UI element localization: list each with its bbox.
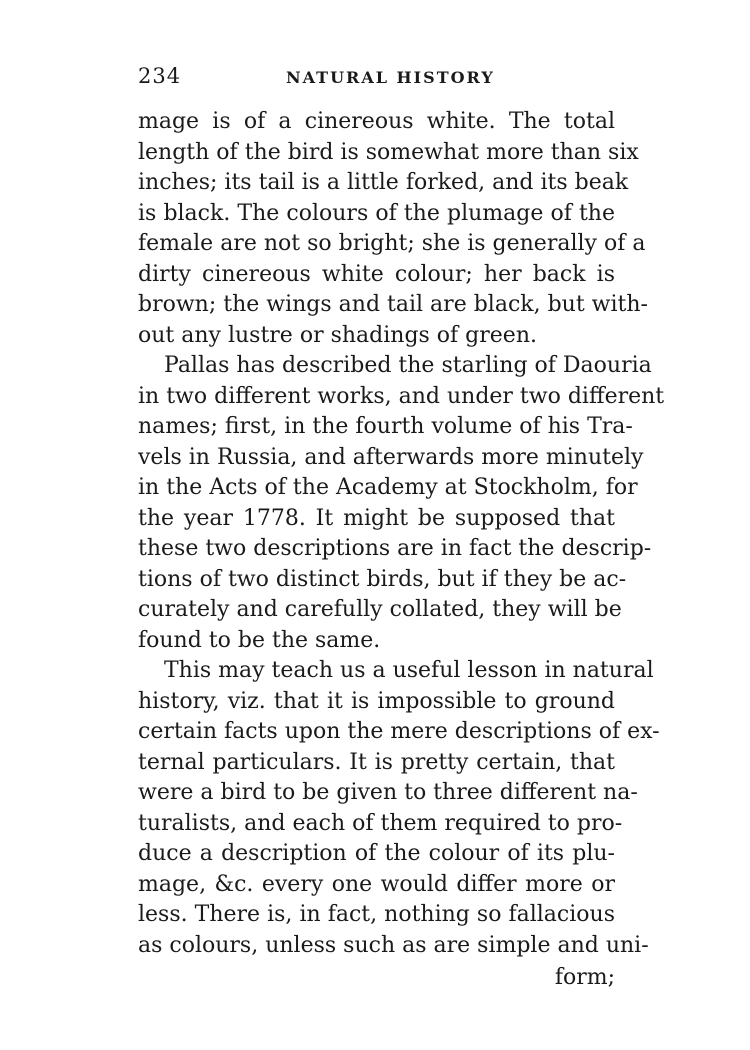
- running-head: [138, 64, 618, 94]
- text-line: mage, &c. every one would differ more or: [138, 871, 615, 897]
- text-line: mage is of a cinereous white. The total: [138, 109, 615, 134]
- text-line: female are not so bright; she is generally of a: [138, 231, 646, 256]
- body-text: [138, 107, 665, 994]
- text-line: tions of two distinct birds, but if they be ac-: [138, 566, 627, 592]
- text-line: ternal particulars. It is pretty certain, that: [138, 749, 615, 775]
- paragraph-2: [138, 351, 665, 656]
- text-line: dirty cinereous white colour; her back is: [138, 261, 615, 287]
- text-line: out any lustre or shadings of green.: [138, 322, 537, 348]
- text-line: these two descriptions are in fact the descrip-: [138, 536, 652, 561]
- text-line: duce a description of the colour of its plu-: [138, 841, 615, 866]
- text-line: found to be the same.: [138, 627, 381, 653]
- text-line: in two different works, and under two different: [138, 383, 665, 409]
- text-line: names; first, in the fourth volume of his Tra-: [138, 414, 633, 439]
- text-line: Pallas has described the starling of Daouria: [164, 353, 652, 378]
- text-line: less. There is, in fact, nothing so fallacious: [138, 902, 615, 927]
- text-line: history, viz. that it is impossible to ground: [138, 688, 615, 714]
- running-title: NATURAL HISTORY: [286, 68, 495, 87]
- page-number: 234: [138, 64, 182, 88]
- text-line: vels in Russia, and afterwards more minutely: [138, 444, 644, 470]
- text-line: certain facts upon the mere descriptions of ex-: [138, 719, 660, 744]
- text-line: This may teach us a useful lesson in natural: [164, 658, 654, 683]
- catchword: form;: [554, 965, 615, 990]
- text-line: brown; the wings and tail are black, but with-: [138, 292, 648, 317]
- text-line: inches; its tail is a little forked, and its beak: [138, 170, 629, 195]
- text-line: as colours, unless such as are simple and uni-: [138, 932, 649, 958]
- text-line: is black. The colours of the plumage of the: [138, 200, 615, 226]
- text-line: curately and carefully collated, they will be: [138, 597, 622, 622]
- paragraph-1: [138, 107, 648, 351]
- text-line: length of the bird is somewhat more than six: [138, 139, 639, 165]
- text-line: turalists, and each of them required to pro-: [138, 810, 623, 836]
- text-line: in the Acts of the Academy at Stockholm, for: [138, 475, 638, 500]
- paragraph-3: [138, 656, 660, 961]
- text-line: the year 1778. It might be supposed that: [138, 505, 615, 531]
- text-line: were a bird to be given to three different na-: [138, 780, 638, 805]
